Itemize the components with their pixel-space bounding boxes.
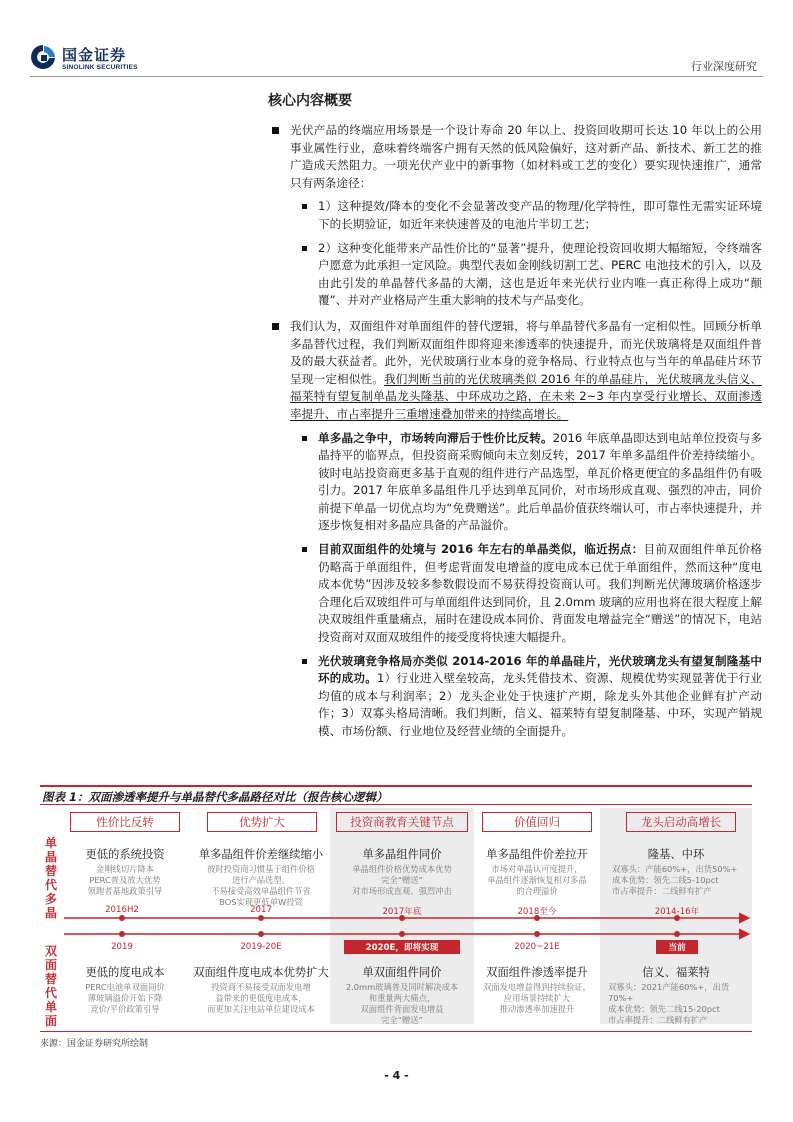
top-note-3: 单晶组件价格优势成本优势 完全“赠送” 对市场形成直观、强烈冲击: [352, 864, 452, 896]
top-head-1: 更低的系统投资: [85, 848, 165, 861]
sub-bullet-lead: 光伏玻璃竞争格局亦类似 2014-2016 年的单晶硅片，光伏玻璃龙头有望复制隆基中环的成功。: [318, 653, 762, 686]
top-year-2: 2017: [250, 905, 272, 915]
comparison-diagram: [40, 806, 752, 1028]
sub-bullet-1b: [262, 240, 762, 310]
stage-label-2: 优势扩大: [207, 812, 317, 832]
bottom-year-2: 2019-20E: [240, 942, 282, 952]
sub-bullet-2c: [262, 653, 762, 741]
bottom-note-5: 双寡头：2021产能60%+，出货70%+ 成本优势：领先二线15-20pct 市占率提升：二线鲜有扩产: [608, 982, 730, 1025]
header-divider: [30, 76, 763, 77]
company-logo: [30, 44, 170, 74]
bottom-year-5-highlight: 当前: [656, 940, 698, 954]
bottom-year-1: 2019: [111, 942, 133, 952]
sub-bullet-2b: [262, 541, 762, 647]
top-note-1: 金刚线切片降本 PERC普及放大优势 领跑者基地政策引导: [87, 864, 163, 896]
paragraph-text: 2016 年底单晶即达到电站单位投资与多晶持平的临界点，但投资商采购倾向未立刻反转，2017 年单多晶组件价差持续缩小。彼时电站投资商更多基于直观的组件进行产品选型，单瓦价格更便宜的多晶组件仍有吸引力。2017 年底单多晶组件几乎达到单瓦同价，对市场形成直观、强烈的冲击，同价前提下单晶一切优点均为“免费赠送”。此后单晶价值获终端认可，市占率快速提升，并逐步恢复相对多晶应具备的产品溢价。: [318, 430, 762, 533]
bottom-timeline-dot-5: [674, 931, 680, 937]
sub-bullet-2a: [262, 430, 762, 536]
bottom-note-2: 投资商不易接受双面发电增 益带来的更低度电成本， 而更加关注电站单位建设成本: [207, 982, 315, 1014]
top-note-5: 双寡头：产能60%+，出货50%+ 成本优势：领先二线5-10pct 市占率提升：二线鲜有扩产: [612, 864, 738, 896]
stage-label-5: 龙头启动高增长: [626, 812, 736, 832]
key-conclusion-text: 我们判断当前的光伏玻璃类似 2016 年的单晶硅片，光伏玻璃龙头信义、福莱特有望复制单晶龙头隆基、中环成功之路，在未来 2~3 年内享受行业增长、双面渗透率提升、市占率提升三重增速叠加带来的持续高增长。: [290, 371, 762, 421]
top-year-5: 2014-16年: [654, 907, 700, 917]
bullet-paragraph-2: [262, 318, 762, 424]
paragraph-text: 1）行业进入壁垒较高，龙头凭借技术、资源、规模优势实现显著优于行业均值的成本与利润率；2）龙头企业处于快速扩产期，除龙头外其他企业鲜有扩产动作；3）双寡头格局清晰。我们判断，信义、福莱特有望复制隆基、中环，实现产销规模、市场份额、行业地位及经营业绩的全面提升。: [318, 671, 762, 738]
bullet-paragraph-1: [262, 122, 762, 192]
stage-label-4: 价值回归: [482, 812, 592, 832]
top-head-4: 单多晶组件价差拉开: [486, 848, 588, 861]
logo-text-en: SINOLINK SECURITIES: [62, 64, 138, 71]
square-bullet-icon: [302, 204, 307, 209]
bottom-timeline-dot-4: [534, 931, 540, 937]
bottom-head-4: 双面组件渗透率提升: [486, 966, 588, 979]
top-timeline-dot-2: [258, 915, 264, 921]
bottom-head-5: 信义、福莱特: [642, 966, 710, 979]
bottom-note-3: 2.0mm玻璃普及同时解决成本 和重量两大痛点， 双面组件背面发电增益 完全“赠送”: [345, 982, 459, 1025]
top-timeline-dot-1: [119, 915, 125, 921]
figure-source: [40, 1031, 752, 1049]
page-number: - 4 -: [384, 1069, 409, 1082]
side-label-bottom: 双面替代单面: [44, 944, 57, 1028]
bottom-head-3: 单双面组件同价: [362, 966, 442, 979]
square-bullet-icon: [302, 246, 307, 251]
bottom-timeline-dot-3: [399, 931, 405, 937]
bottom-head-1: 更低的度电成本: [85, 966, 165, 979]
figure-title-bar: [40, 785, 752, 805]
stage-label-3: 投资商教育关键节点: [336, 812, 468, 832]
bottom-head-2: 双面组件度电成本优势扩大: [193, 966, 329, 979]
logo-text-cn: 国金证券: [62, 46, 127, 64]
paragraph-text: 我们认为，双面组件对单面组件的替代逻辑，将与单晶替代多晶有一定相似性。回顾分析单多晶替代过程，我们判断双面组件即将迎来渗透率的快速提升，而光伏玻璃将是双面组件普及的最大获益者。此外，光伏玻璃行业本身的竞争格局、行业特点也与当年的单晶硅片环节呈现一定相似性。: [290, 318, 762, 386]
bottom-year-4: 2020~21E: [514, 942, 560, 952]
logo-mark-icon: [30, 44, 56, 72]
section-title: 核心内容概要: [268, 93, 352, 109]
bottom-year-3-highlight: 2020E，即将实现: [344, 940, 460, 954]
paragraph-text: 目前双面组件单瓦价格仍略高于单面组件，但考虑背面发电增益的度电成本已优于单面组件，然而这种“度电成本优势”因涉及较多参数假设而不易获得投资商认可。我们判断光伏薄玻璃价格逐步合理化后双玻组件可与单面组件达到同价，且 2.0mm 玻璃的应用也将在很大程度上解决双玻组件重量痛点，届时在建设成本同价、背面发电增益完全“赠送”的情况下，电站投资商对双面双玻组件的接受度将快速大幅提升。: [318, 542, 762, 645]
square-bullet-icon: [302, 436, 307, 441]
source-text: 来源：国金证券研究所绘制: [40, 1039, 149, 1049]
top-year-4: 2018至今: [517, 907, 557, 917]
bottom-note-1: PERC电池单双面同价 薄玻璃溢价开始下降 竞价/平价政策引导: [85, 982, 165, 1014]
paragraph-text: 光伏产品的终端应用场景是一个设计寿命 20 年以上、投资回收期可长达 10 年以上的公用事业属性行业，意味着终端客户拥有天然的低风险偏好，这对新产品、新技术、新工艺的推广造成天然阻力。一项光伏产业中的新事物（如材料或工艺的变化）要实现快速推广，通常只有两条途径：: [290, 123, 762, 190]
side-label-top: 单晶替代多晶: [44, 836, 57, 920]
figure-title: 图表 1：双面渗透率提升与单晶替代多晶路径对比（报告核心逻辑）: [42, 790, 388, 804]
summary-section: [262, 90, 762, 747]
square-bullet-icon: [272, 127, 279, 134]
top-head-3: 单多晶组件同价: [362, 848, 442, 861]
sub-bullet-1a: [262, 198, 762, 233]
bottom-timeline-dot-1: [119, 931, 125, 937]
square-bullet-icon: [272, 323, 279, 330]
top-year-3: 2017年底: [382, 907, 422, 917]
top-head-2: 单多晶组件价差继续缩小: [198, 848, 324, 861]
bottom-note-4: 双面发电增益得到持续验证， 应用场景持续扩大 推动渗透率加速提升: [483, 982, 591, 1014]
square-bullet-icon: [302, 659, 307, 664]
sub-bullet-lead: 单多晶之争中，市场转向滞后于性价比反转。: [318, 430, 553, 445]
top-note-4: 市场对单晶认可度提升， 单晶组件逐渐恢复相对多晶 的合理溢价: [487, 864, 587, 896]
sub-bullet-lead: 目前双面组件的处境与 2016 年左右的单晶类似，临近拐点：: [318, 542, 644, 557]
paragraph-text: 2）这种变化能带来产品性价比的“显著”提升，使理论投资回收期大幅缩短，令终端客户愿意为此承担一定风险。典型代表如金刚线切割工艺、PERC 电池技术的引入，以及由此引发的单晶替代多晶的大潮，这也是近年来光伏行业内唯一真正称得上成功“颠覆”、并对产业格局产生重大影响的技术与产品变化。: [318, 240, 762, 308]
paragraph-text: 1）这种提效/降本的变化不会显著改变产品的物理/化学特性，即可靠性无需实证环境下的长期验证，如近年来快速普及的电池片半切工艺；: [318, 199, 762, 231]
top-head-5: 隆基、中环: [647, 848, 705, 861]
stage-label-1: 性价比反转: [70, 812, 180, 832]
top-year-1: 2016H2: [105, 905, 139, 915]
bottom-timeline-dot-2: [258, 931, 264, 937]
top-note-2: 彼时投资商习惯基于组件价格 进行产品选型。 不易接受高效单晶组件节省 BOS实现更低单W投资: [207, 864, 315, 907]
square-bullet-icon: [302, 547, 307, 552]
report-category: 行业深度研究: [691, 60, 757, 73]
